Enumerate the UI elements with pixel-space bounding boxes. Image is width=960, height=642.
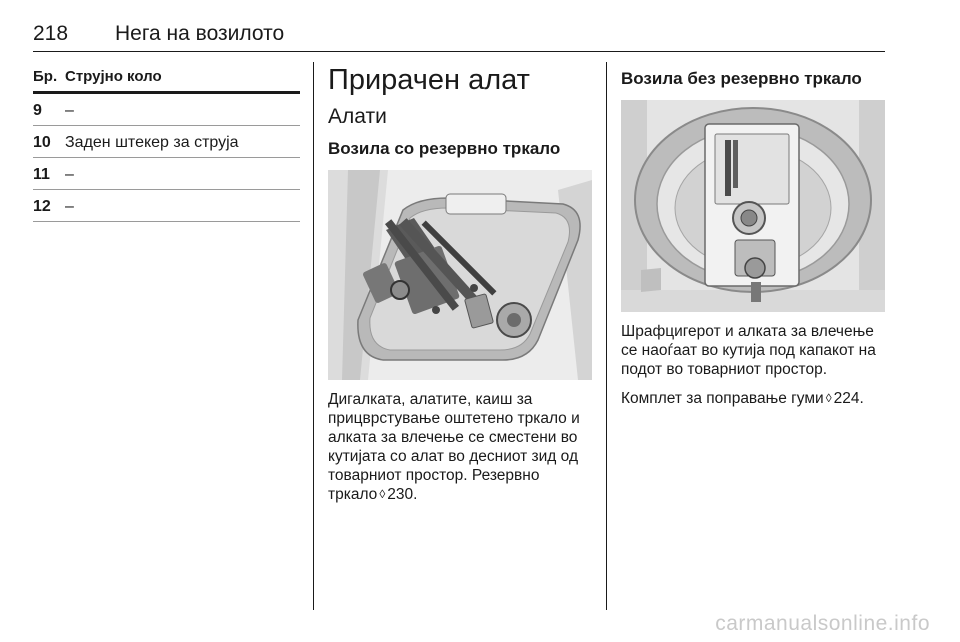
with-spare-text: Дигалката, алатите, каиш за прицврстување оштетено тркало и алката за влечење се сместени во кутијата со алат во десниот зид од товарниот простор. Резервно тркало xyxy=(328,391,580,503)
without-spare-heading: Возила без резервно тркало xyxy=(621,69,862,88)
row-circuit: – xyxy=(65,198,74,215)
column-header-circuit: Струјно коло xyxy=(65,68,162,85)
column-divider xyxy=(313,62,314,610)
tools-section xyxy=(328,64,592,505)
column-divider xyxy=(606,62,607,610)
row-circuit: – xyxy=(65,102,74,119)
fuse-table xyxy=(33,62,300,222)
column-header-number: Бр. xyxy=(33,68,58,85)
with-spare-description xyxy=(328,390,592,505)
with-spare-heading: Возила со резервно тркало xyxy=(328,139,561,158)
row-number: 10 xyxy=(33,134,51,151)
cross-reference-icon: ◊ xyxy=(825,391,832,405)
row-number: 9 xyxy=(33,102,42,119)
row-number: 11 xyxy=(33,166,50,183)
row-circuit: – xyxy=(65,166,74,183)
without-spare-description: Шрафцигерот и алката за влечење се наоѓаат во кутија под капакот на подот во товарниот простор. xyxy=(621,323,876,378)
chapter-title: Нега на возилото xyxy=(115,22,285,45)
page-number: 218 xyxy=(33,22,69,45)
without-spare-section xyxy=(621,64,887,409)
repair-kit-text: Комплет за поправање гуми xyxy=(621,390,824,407)
tool-kit-illustration xyxy=(328,170,592,380)
table-row xyxy=(33,190,300,222)
trunk-floor-illustration xyxy=(621,100,885,312)
watermark: carmanualsonline.info xyxy=(715,612,930,635)
table-header xyxy=(33,62,300,94)
table-row xyxy=(33,158,300,190)
row-circuit: Заден штекер за струја xyxy=(65,134,239,151)
table-row xyxy=(33,126,300,158)
repair-kit-paragraph xyxy=(621,389,887,409)
section-subtitle: Алати xyxy=(328,105,387,128)
with-spare-page-ref[interactable]: 230. xyxy=(387,486,418,503)
page-header xyxy=(33,18,885,52)
section-title: Прирачен алат xyxy=(328,64,530,96)
repair-kit-page-ref[interactable]: 224. xyxy=(833,390,864,407)
row-number: 12 xyxy=(33,198,51,215)
cross-reference-icon: ◊ xyxy=(379,487,386,501)
table-row xyxy=(33,94,300,126)
